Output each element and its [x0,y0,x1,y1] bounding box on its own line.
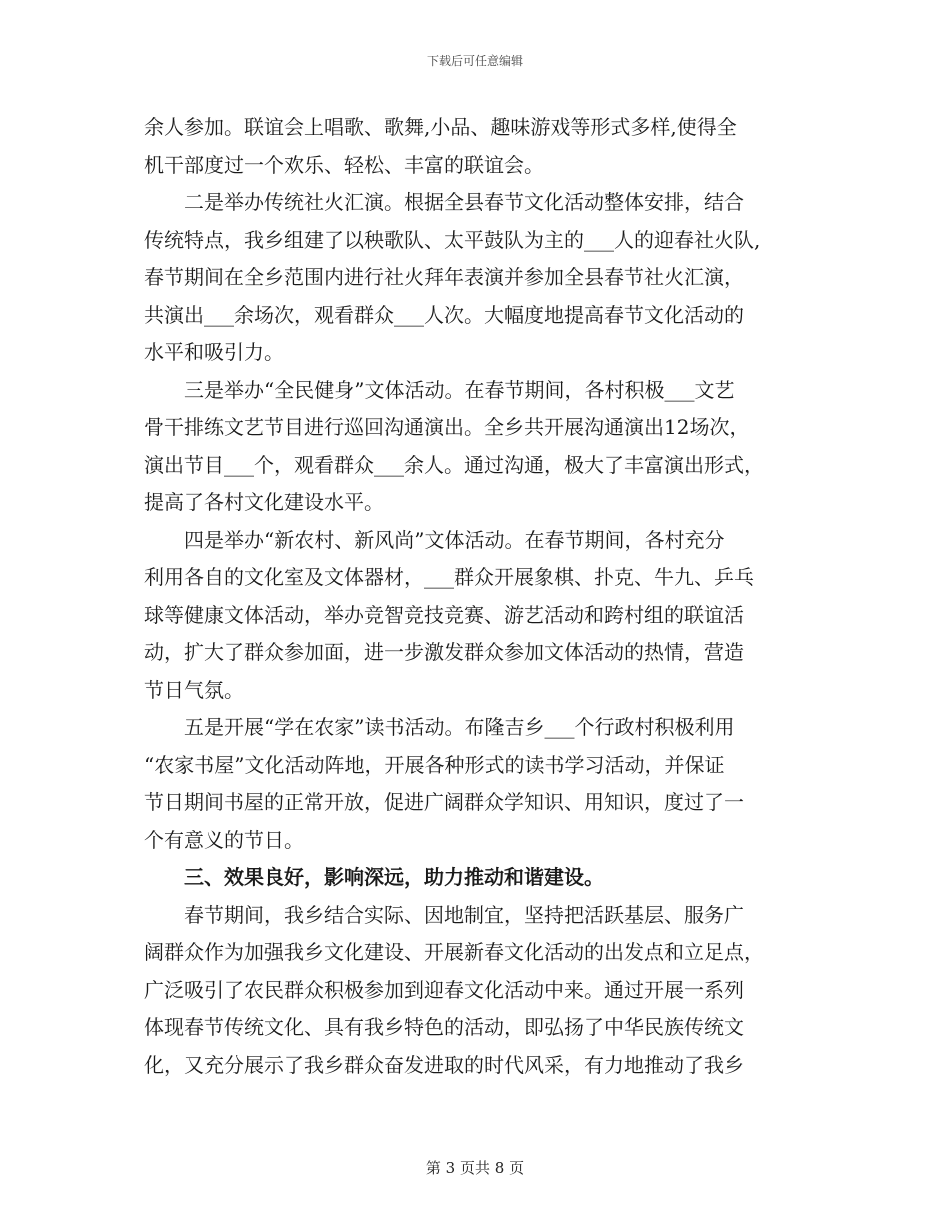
page-footer: 第 3 页共 8 页 [425,1159,525,1177]
text-line: 骨干排练文艺节目进行巡回沟通演出。全乡共开展沟通演出12场次， [144,415,750,439]
text-line: 广泛吸引了农民群众积极参加到迎春文化活动中来。通过开展一系列 [144,977,744,1002]
text-line: 利用各自的文化室及文体器材，___群众开展象棋、扑克、牛九、乒乓 [144,565,754,589]
paragraph-start: 春节期间，我乡结合实际、因地制宜，坚持把活跃基层、服务广 [184,902,744,927]
page-header: 下载后可任意编辑 [426,54,523,68]
text-line: 阔群众作为加强我乡文化建设、开展新春文化活动的出发点和立足点， [144,940,764,964]
paragraph-start: 三是举办“全民健身”文体活动。在春节期间，各村积极___文艺 [184,377,735,402]
text-line: 动，扩大了群众参加面，进一步激发群众参加文体活动的热情，营造 [144,640,744,664]
paragraph-start: 四是举办“新农村、新风尚”文体活动。在春节期间，各村充分 [184,527,725,552]
paragraph-start: 五是开展“学在农家”读书活动。布隆吉乡___个行政村积极利用 [184,715,735,739]
text-line: 化，又充分展示了我乡群众奋发进取的时代风采，有力地推动了我乡 [144,1052,744,1077]
text-line: 水平和吸引力。 [144,340,284,364]
paragraph-start: 二是举办传统社火汇演。根据全县春节文化活动整体安排，结合 [184,190,744,214]
text-line: 节日期间书屋的正常开放，促进广阔群众学知识、用知识，度过了一 [144,790,744,814]
text-line: 演出节目___个，观看群众___余人。通过沟通，极大了丰富演出形式， [144,452,764,477]
text-line: 春节期间在全乡范围内进行社火拜年表演并参加全县春节社火汇演， [144,265,744,289]
text-line: 共演出___余场次，观看群众___人次。大幅度地提高春节文化活动的 [144,302,744,327]
text-line: 节日气氛。 [144,677,244,702]
text-line: 提高了各村文化建设水平。 [144,490,384,514]
text-line: 传统特点，我乡组建了以秧歌队、太平鼓队为主的___人的迎春社火队, [144,227,761,252]
text-line: 个有意义的节日。 [144,827,304,852]
text-line: 余人参加。联谊会上唱歌、歌舞,小品、趣味游戏等形式多样,使得全 [144,115,737,139]
document-body [144,109,804,1084]
text-line: 球等健康文体活动，举办竞智竞技竞赛、游艺活动和跨村组的联谊活 [144,602,744,627]
text-line: “农家书屋”文化活动阵地，开展各种形式的读书学习活动，并保证 [144,752,725,777]
section-heading: 三、效果良好，影响深远，助力推动和谐建设。 [184,865,604,889]
text-line: 体现春节传统文化、具有我乡特色的活动，即弘扬了中华民族传统文 [144,1015,744,1039]
text-line: 机干部度过一个欢乐、轻松、丰富的联谊会。 [144,152,544,177]
